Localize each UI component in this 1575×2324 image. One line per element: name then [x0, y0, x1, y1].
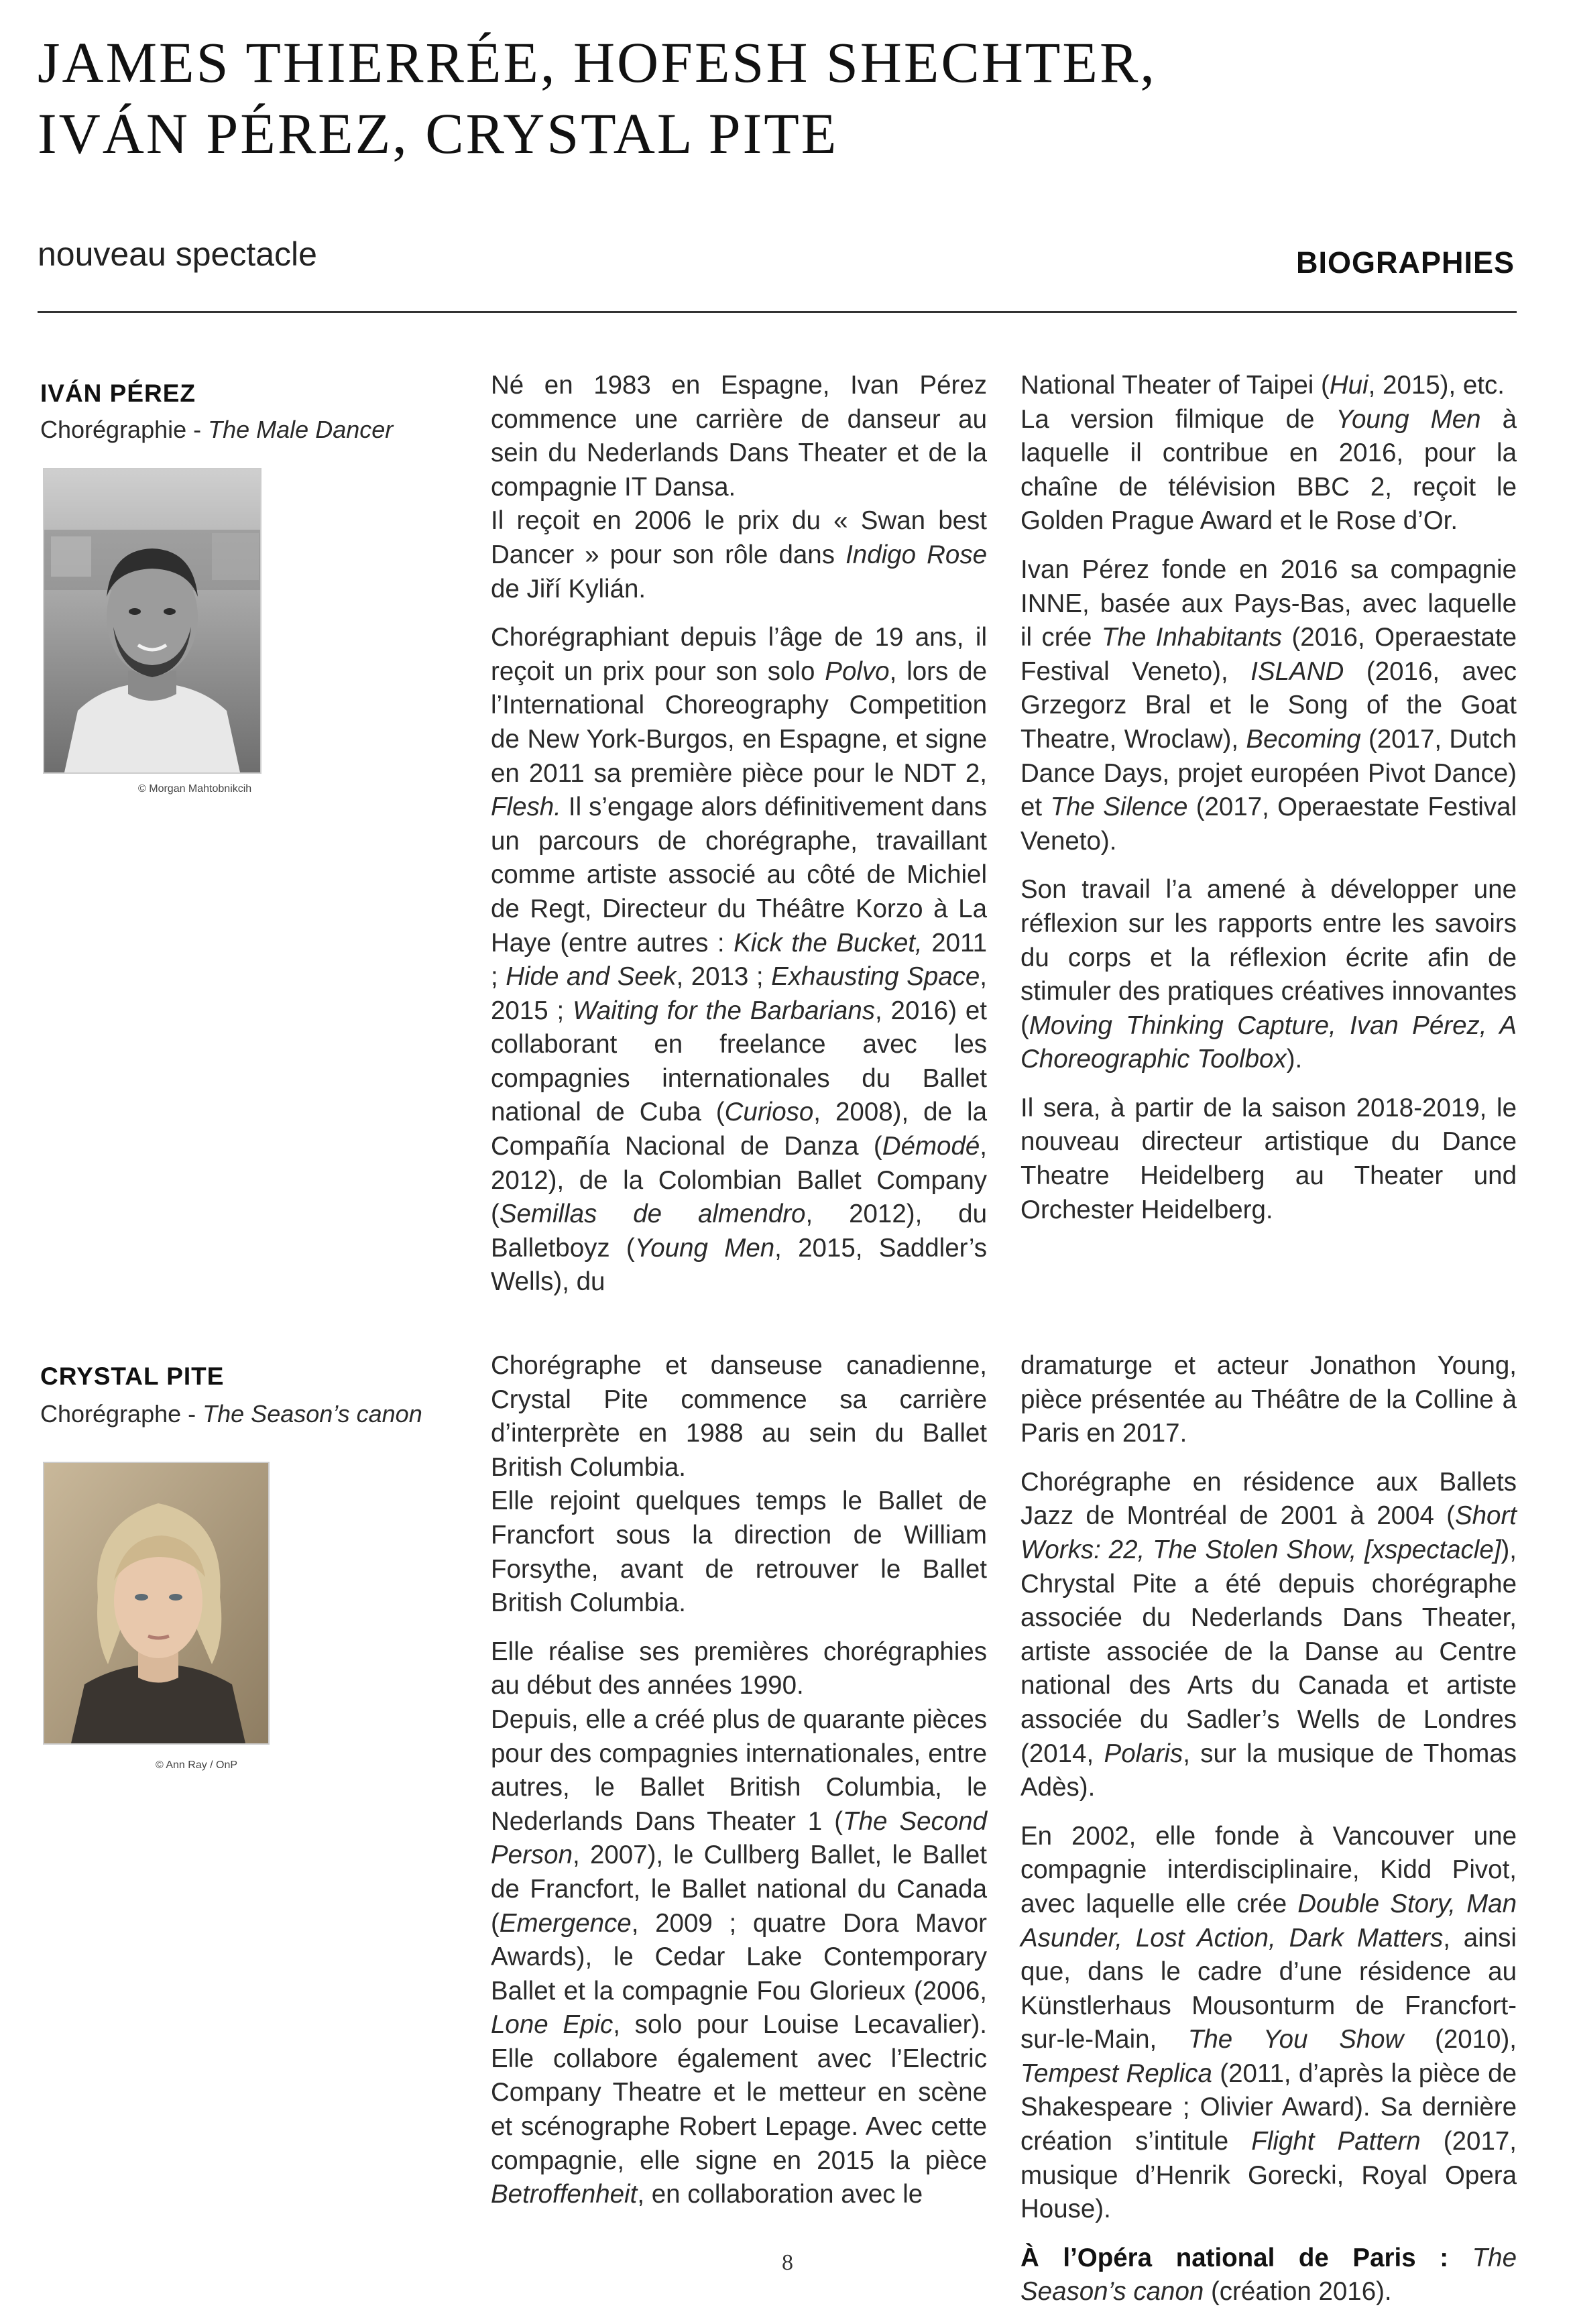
page-number: 8	[782, 2250, 793, 2275]
bio-text-pite-col2	[1020, 1349, 1517, 2324]
title-line-2: IVÁN PÉREZ, CRYSTAL PITE	[38, 101, 839, 166]
photo-credit-pite: © Ann Ray / OnP	[156, 1759, 238, 1771]
portrait-photo-perez	[43, 468, 261, 774]
paragraph: Né en 1983 en Espagne, Ivan Pérez commence une carrière de danseur au sein du Nederlands Dans Theater et de la compagnie IT Dansa. Il reçoit en 2006 le prix du « Swan best Dancer » pour son rôle dans Indigo Rose de Jiří Kylián.	[491, 371, 987, 603]
paragraph: Il sera, à partir de la saison 2018-2019, le nouveau directeur artistique du Dance Theatre Heidelberg au Theater und Orchester Heidelberg.	[1020, 1093, 1517, 1224]
section-label: BIOGRAPHIES	[1295, 245, 1515, 280]
paragraph: Chorégraphe et danseuse canadienne, Crystal Pite commence sa carrière d’interprète en 1988 au sein du Ballet British Columbia.	[491, 1351, 987, 1482]
paragraph: Elle rejoint quelques temps le Ballet de Francfort sous la direction de William Forsythe, avant de retrouver le Ballet British Columbia.	[491, 1487, 987, 1618]
header-divider	[38, 311, 1517, 313]
bio-role-perez: Chorégraphie - The Male Dancer	[40, 416, 394, 443]
subtitle: nouveau spectacle	[38, 235, 317, 273]
bio-text-perez-col1	[491, 369, 987, 1314]
title-line-1: JAMES THIERRÉE, HOFESH SHECHTER,	[38, 30, 1157, 95]
portrait-photo-pite	[43, 1462, 270, 1745]
paragraph: Depuis, elle a créé plus de quarante pièces pour des compagnies internationales, entre autres, le Ballet British Columbia, le Nederlands Dans Theater 1 (The Second Person, 2007), le Cullberg Ballet, le Ballet de Francfort, le Ballet national du Canada (Emergence, 2009 ; quatre Dora Mavor Awards), le Cedar Lake Contemporary Ballet et la compagnie Fou Glorieux (2006, Lone Epic, solo pour Louise Lecavalier). Elle collabore également avec l’Electric Company Theatre et le metteur en scène et scénographe Robert Lepage. Avec cette compagnie, elle signe en 2015 la pièce Betroffenheit, en collaboration avec le	[491, 1704, 987, 2209]
paragraph: Elle réalise ses premières chorégraphies au début des années 1990.	[491, 1637, 987, 1700]
paragraph: dramaturge et acteur Jonathon Young, pièce présentée au Théâtre de la Colline à Paris en 2017.	[1020, 1351, 1517, 1448]
paragraph: À l’Opéra national de Paris : The Season’s canon (création 2016).	[1020, 2243, 1517, 2307]
paragraph: Son travail l’a amené à développer une réflexion sur les rapports entre les savoirs du corps et la réflexion écrite afin de stimuler des pratiques créatives innovantes (Moving Thinking Capture, Ivan Pérez, A Choreographic Toolbox).	[1020, 875, 1517, 1074]
bio-text-perez-col2	[1020, 369, 1517, 1242]
bio-role-pite: Chorégraphe - The Season’s canon	[40, 1400, 422, 1428]
paragraph: Chorégraphe en résidence aux Ballets Jazz de Montréal de 2001 à 2004 (Short Works: 22, The Stolen Show, [xspectacle]), Chrystal Pite a été depuis chorégraphe associée du Nederlands Dans Theater, artiste associée de la Danse au Centre national des Arts du Canada et artiste associée du Sadler’s Wells de Londres (2014, Polaris, sur la musique de Thomas Adès).	[1020, 1467, 1517, 1802]
bio-name-pite: CRYSTAL PITE	[40, 1362, 225, 1390]
bio-text-pite-col1	[491, 1349, 987, 2227]
paragraph: Chorégraphiant depuis l’âge de 19 ans, il reçoit un prix pour son solo Polvo, lors de l’International Choreography Competition de New York-Burgos, en Espagne, et signe en 2011 sa première pièce pour le NDT 2, Flesh. Il s’engage alors définitivement dans un parcours de chorégraphe, travaillant comme artiste associé au côté de Michiel de Regt, Directeur du Théâtre Korzo à La Haye (entre autres : Kick the Bucket, 2011 ; Hide and Seek, 2013 ; Exhausting Space, 2015 ; Waiting for the Barbarians, 2016) et collaborant en freelance avec les compagnies internationales du Ballet national de Cuba (Curioso, 2008), de la Compañía Nacional de Danza (Démodé, 2012), de la Colombian Ballet Company (Semillas de almendro, 2012), du Balletboyz (Young Men, 2015, Saddler’s Wells), du	[491, 623, 988, 1297]
page-title	[38, 27, 1539, 169]
bio-name-perez: IVÁN PÉREZ	[40, 380, 196, 407]
paragraph: National Theater of Taipei (Hui, 2015), etc. La version filmique de Young Men à laquelle il contribue en 2016, pour la chaîne de télévision BBC 2, reçoit le Golden Prague Award et le Rose d’Or.	[1020, 371, 1517, 536]
photo-credit-perez: © Morgan Mahtobnikcih	[138, 783, 252, 795]
paragraph: En 2002, elle fonde à Vancouver une compagnie interdisciplinaire, Kidd Pivot, avec laquelle elle crée Double Story, Man Asunder, Lost Action, Dark Matters, ainsi que, dans le cadre d’une résidence au Künstlerhaus Mousonturm de Francfort-sur-le-Main, The You Show (2010), Tempest Replica (2011, d’après la pièce de Shakespeare ; Olivier Award). Sa dernière création s’intitule Flight Pattern (2017, musique d’Henrik Gorecki, Royal Opera House).	[1020, 1821, 1517, 2224]
paragraph: Ivan Pérez fonde en 2016 sa compagnie INNE, basée aux Pays-Bas, avec laquelle il crée The Inhabitants (2016, Operaestate Festival Veneto), ISLAND (2016, avec Grzegorz Bral et le Song of the Goat Theatre, Wroclaw), Becoming (2017, Dutch Dance Days, projet européen Pivot Dance) et The Silence (2017, Operaestate Festival Veneto).	[1020, 555, 1517, 856]
